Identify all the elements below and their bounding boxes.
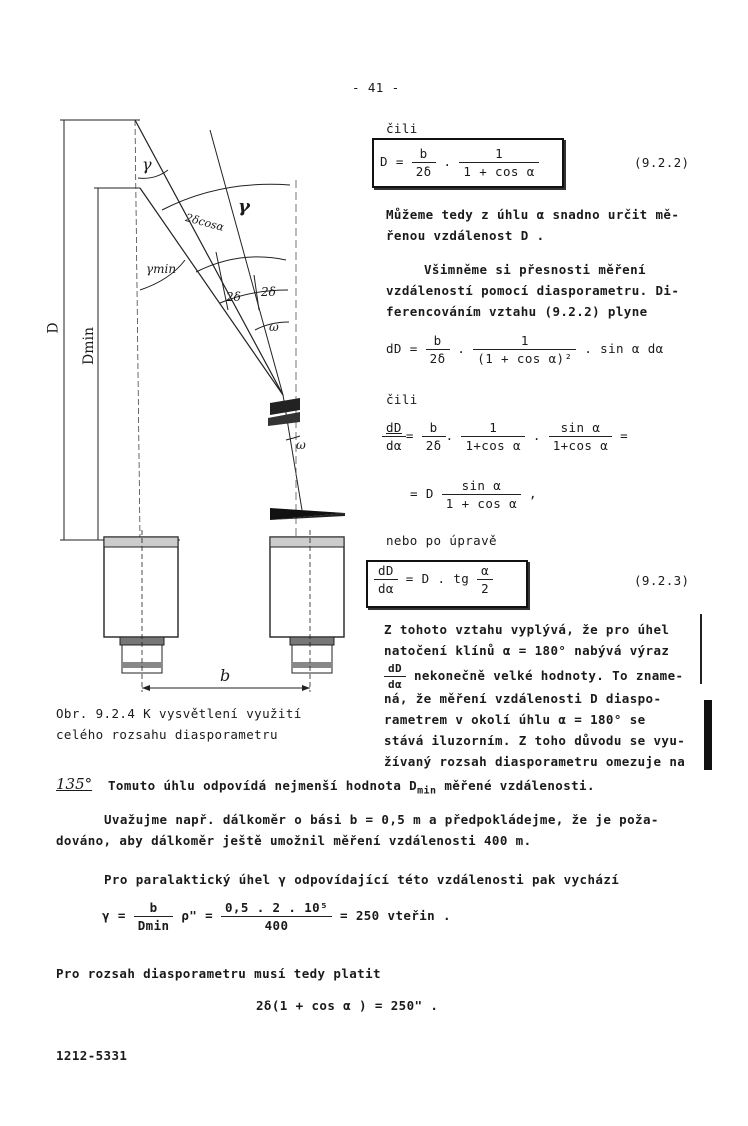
body-line-4: Pro paralaktický úhel γ odpovídající této vzdálenosti pak vychází — [104, 872, 620, 887]
label-gamma-big: γ — [238, 196, 250, 217]
text-nebo: nebo po úpravě — [386, 533, 497, 548]
body-line-2: Uvažujme např. dálkoměr o bási b = 0,5 m a předpokládejme, že je poža- — [104, 812, 659, 827]
label-gamma-min: γmin — [146, 262, 177, 276]
page-number: - 41 - — [352, 80, 400, 95]
equation-dD: dD = $\frac{b}{2\delta}$ . $\frac{1}{\text{(1 + cos α)²}}$ . sin α dα — [386, 333, 664, 366]
text-cili-2: čili — [386, 392, 418, 407]
paragraph-3-line-7: žívaný rozsah diasporametru omezuje na — [384, 754, 686, 769]
equation-9-2-2: D = $\frac{b}{2\delta}$ . $\frac{1}{\text{1 + cos α}}$ — [380, 146, 539, 179]
figure-caption-line2: celého rozsahu diasporametru — [56, 727, 278, 742]
paragraph-3-line-4: ná, že měření vzdálenosti D diaspo- — [384, 691, 662, 706]
paragraph-3-line-2: natočení klínů α = 180° nabývá výraz — [384, 643, 670, 658]
paragraph-3-line-6: stává iluzorním. Z toho důvodu se vyu- — [384, 733, 686, 748]
paragraph-2-line-2: vzdáleností pomocí diasporametru. Di- — [386, 283, 680, 298]
label-two-delta-a: 2δ — [226, 290, 241, 304]
label-two-delta-b: 2δ — [261, 285, 276, 299]
label-Dmin: Dmin — [81, 327, 97, 365]
equation-9-2-3: $\frac{dD}{d\alpha}$ = D . tg $\frac{\alpha}{2}$ — [374, 563, 493, 596]
equation-derivative: $\frac{dD}{d\alpha}$ = $\frac{b}{2\delta}$ . $\frac{1}{\text{1+cos α}}$ . $\frac{\text{sin α}}{\text{1+cos α}}$ = — [382, 420, 628, 453]
figure-caption-line1: Obr. 9.2.4 K vysvětlení využití — [56, 706, 302, 721]
equation-range: 2δ(1 + cos α ) = 250" . — [256, 998, 439, 1013]
margin-bar — [704, 700, 712, 770]
label-D: D — [45, 322, 62, 334]
margin-line — [700, 614, 702, 684]
equation-simplified: = D $\frac{\text{sin α}}{\text{1 + cos α}}$ , — [410, 478, 537, 511]
body-line-3: dováno, aby dálkoměr ještě umožnil měření vzdálenosti 400 m. — [56, 833, 532, 848]
body-line-5: Pro rozsah diasporametru musí tedy platit — [56, 966, 381, 981]
paragraph-3-line-1: Z tohoto vztahu vyplývá, že pro úhel — [384, 622, 670, 637]
paragraph-2-line-1: Všimněme si přesnosti měření — [424, 262, 646, 277]
text-cili-1: čili — [386, 121, 418, 136]
figure-diasporameter — [0, 100, 360, 790]
label-b: b — [220, 666, 231, 685]
paragraph-1-line-2: řenou vzdálenost D . — [386, 228, 545, 243]
label-omega-b: ω — [296, 438, 306, 452]
equation-gamma: γ = $\frac{b}{Dmin}$ ρ" = $\frac{\text{0,5 . 2 . 10⁵}}{400}$ = 250 vteřin . — [102, 900, 451, 933]
paragraph-3-line-3: $\frac{dD}{d\alpha}$ nekonečně velké hodnoty. To zname- — [384, 662, 683, 691]
paragraph-2-line-3: ferencováním vztahu (9.2.2) plyne — [386, 304, 648, 319]
paragraph-1-line-1: Můžeme tedy z úhlu α snadno určit mě- — [386, 207, 680, 222]
equation-number-9-2-3: (9.2.3) — [634, 573, 690, 588]
equation-number-9-2-2: (9.2.2) — [634, 155, 690, 170]
label-gamma: γ — [142, 155, 152, 174]
angle-mark-135: 135° — [56, 775, 93, 793]
label-omega-a: ω — [269, 320, 279, 334]
body-line-1: Tomuto úhlu odpovídá nejmenší hodnota $D_{min}$ měřené vzdálenosti. — [108, 778, 595, 797]
label-two-delta-cos: 2δcosα — [183, 211, 226, 234]
footer-code: 1212-5331 — [56, 1048, 128, 1063]
paragraph-3-line-5: rametrem v okolí úhlu α = 180° se — [384, 712, 646, 727]
